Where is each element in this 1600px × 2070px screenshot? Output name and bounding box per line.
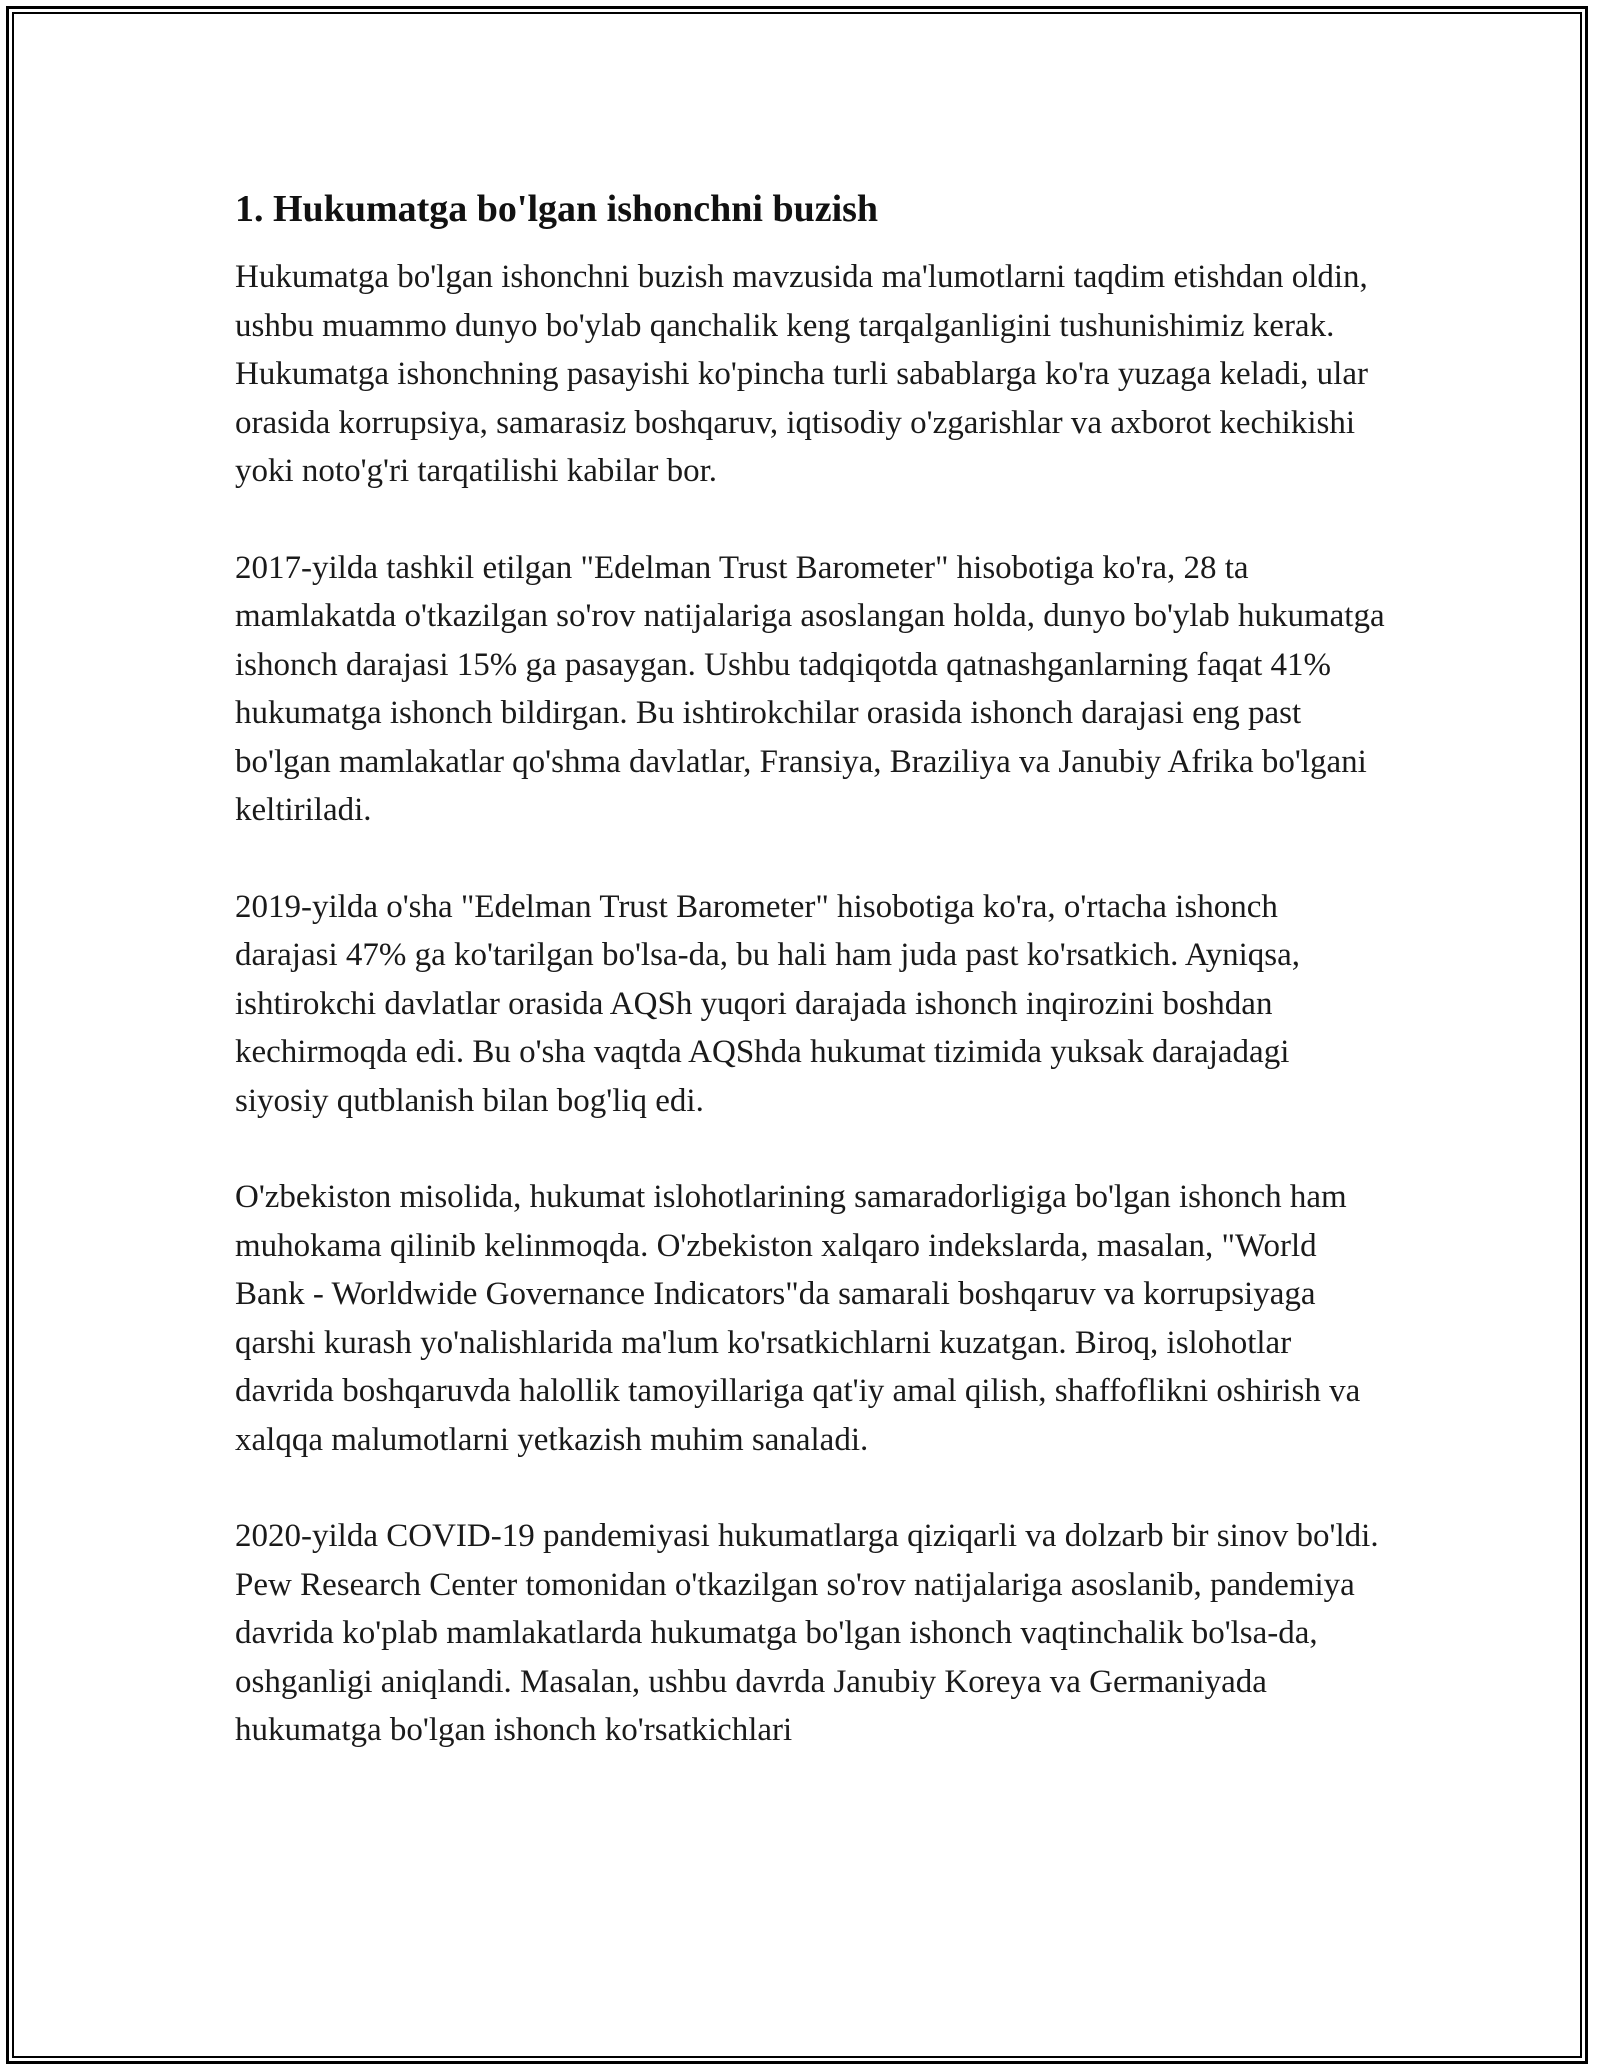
paragraph-2020-covid: 2020-yilda COVID-19 pandemiyasi hukumatlarga qiziqarli va dolzarb bir sinov bo'ldi. Pew Research Center tomonidan o'tkazilgan so'rov natijalariga asoslanib, pandemiya davrida ko'plab mamlakatlarda hukumatga bo'lgan ishonch vaqtinchalik bo'lsa-da, oshganligi aniqlandi. Masalan, ushbu davrda Janubiy Koreya va Germaniyada hukumatga bo'lgan ishonch ko'rsatkichlari [235,1518,1379,1748]
document-body [235,185,1385,1803]
paragraph-2017-edelman: 2017-yilda tashkil etilgan "Edelman Trust Barometer" hisobotiga ko'ra, 28 ta mamlakatda o'tkazilgan so'rov natijalariga asoslangan holda, dunyo bo'ylab hukumatga ishonch darajasi 15% ga pasaygan. Ushbu tadqiqotda qatnashganlarning faqat 41% hukumatga ishonch bildirgan. Bu ishtirokchilar orasida ishonch darajasi eng past bo'lgan mamlakatlar qo'shma davlatlar, Fransiya, Braziliya va Janubiy Afrika bo'lgani keltiriladi. [235,549,1385,828]
paragraph-uzbekistan: O'zbekiston misolida, hukumat islohotlarining samaradorligiga bo'lgan ishonch ham muhokama qilinib kelinmoqda. O'zbekiston xalqaro indekslarda, masalan, "World Bank - Worldwide Governance Indicators"da samarali boshqaruv va korrupsiyaga qarshi kurash yo'nalishlarida ma'lum ko'rsatkichlarni kuzatgan. Biroq, islohotlar davrida boshqaruvda halollik tamoyillariga qat'iy amal qilish, shaffoflikni oshirish va xalqqa malumotlarni yetkazish muhim sanaladi. [235,1179,1361,1458]
paragraph-2019-edelman: 2019-yilda o'sha "Edelman Trust Barometer" hisobotiga ko'ra, o'rtacha ishonch darajasi 47% ga ko'tarilgan bo'lsa-da, bu hali ham juda past ko'rsatkich. Ayniqsa, ishtirokchi davlatlar orasida AQSh yuqori darajada ishonch inqirozini boshdan kechirmoqda edi. Bu o'sha vaqtda AQShda hukumat tizimida yuksak darajadagi siyosiy qutblanish bilan bog'liq edi. [235,888,1301,1119]
paragraph-intro: Hukumatga bo'lgan ishonchni buzish mavzusida ma'lumotlarni taqdim etishdan oldin, ushbu muammo dunyo bo'ylab qanchalik keng tarqalganligini tushunishimiz kerak. Hukumatga ishonchning pasayishi ko'pincha turli sabablarga ko'ra yuzaga keladi, ular orasida korrupsiya, samarasiz boshqaruv, iqtisodiy o'zgarishlar va axborot kechikishi yoki noto'g'ri tarqatilishi kabilar bor. [235,259,1368,489]
section-heading: 1. Hukumatga bo'lgan ishonchni buzish [235,188,879,230]
